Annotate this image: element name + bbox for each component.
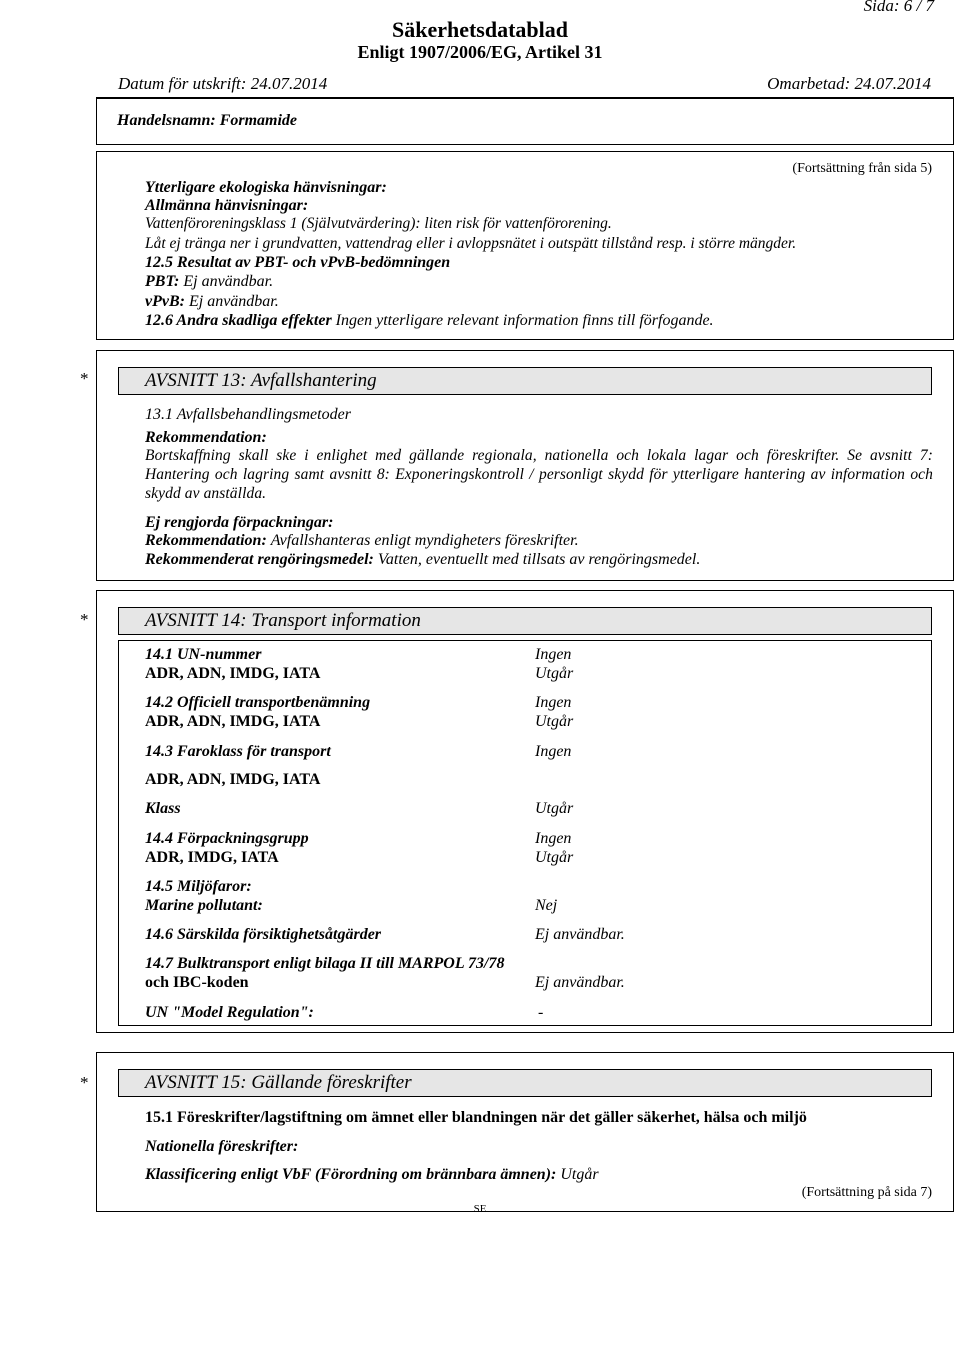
- pack-rec-value: Avfallshanteras enligt myndigheters föreskrifter.: [270, 532, 579, 549]
- transport-row-value: Ingen: [535, 646, 572, 663]
- section13-subheading: 13.1 Avfallsbehandlingsmetoder: [145, 406, 351, 423]
- section15-title-bar: [118, 1069, 932, 1097]
- vbf-label: Klassificering enligt VbF (Förordning om brännbara ämnen):: [145, 1166, 557, 1183]
- transport-row-value: Ej användbar.: [535, 926, 625, 943]
- vbf-value: Utgår: [560, 1166, 599, 1183]
- transport-row-value: Utgår: [535, 800, 574, 817]
- eco-line1: Vattenföroreningsklass 1 (Självutvärdering): liten risk för vattenförorening.: [145, 215, 612, 232]
- transport-row-value: Ingen: [535, 694, 572, 711]
- regulations-heading: 15.1 Föreskrifter/lagstiftning om ämnet eller blandningen när det gäller säkerhet, hälsa och miljö: [145, 1109, 807, 1126]
- continued-from: (Fortsättning från sida 5): [792, 161, 932, 176]
- eco-heading: Ytterligare ekologiska hänvisningar:: [145, 179, 387, 196]
- transport-row-label: 14.5 Miljöfaror:: [145, 878, 252, 895]
- transport-row-label: 14.1 UN-nummer: [145, 646, 262, 663]
- transport-row-label: 14.4 Förpackningsgrupp: [145, 830, 309, 847]
- clean-line: [145, 551, 700, 569]
- transport-row-label: ADR, IMDG, IATA: [145, 849, 279, 866]
- transport-row-value: Utgår: [535, 849, 574, 866]
- national-regulations: Nationella föreskrifter:: [145, 1138, 299, 1155]
- trade-name: Handelsnamn: Formamide: [117, 112, 298, 129]
- section13-title-bar: [118, 367, 932, 395]
- trade-name-box: [96, 97, 954, 145]
- transport-row-value: -: [538, 1004, 544, 1021]
- document-subtitle: Enligt 1907/2006/EG, Artikel 31: [357, 42, 603, 62]
- other-effects-value: Ingen ytterligare relevant information finns till förfogande.: [335, 312, 714, 329]
- transport-row-label: ADR, ADN, IMDG, IATA: [145, 771, 321, 788]
- transport-row-value: Ingen: [535, 743, 572, 760]
- transport-row-value: Utgår: [535, 713, 574, 730]
- pack-rec-label: Rekommendation:: [145, 532, 267, 549]
- section14-title: AVSNITT 14: Transport information: [145, 610, 421, 631]
- pbt-value: Ej användbar.: [183, 273, 274, 290]
- print-date: Datum för utskrift: 24.07.2014: [118, 74, 328, 93]
- transport-row-value: Nej: [535, 897, 558, 914]
- pack-heading: Ej rengjorda förpackningar:: [145, 514, 334, 531]
- transport-row-label: 14.7 Bulktransport enligt bilaga II till MARPOL 73/78: [145, 955, 505, 972]
- continued-to: (Fortsättning på sida 7): [801, 1185, 932, 1200]
- general-heading: Allmänna hänvisningar:: [145, 197, 309, 214]
- transport-row-label: och IBC-koden: [145, 974, 249, 991]
- clean-value: Vatten, eventuellt med tillsats av rengöringsmedel.: [377, 551, 701, 568]
- transport-row-label: 14.3 Faroklass för transport: [145, 743, 331, 760]
- transport-row-label: ADR, ADN, IMDG, IATA: [145, 713, 321, 730]
- vbf-line: [145, 1166, 599, 1184]
- transport-row-value: Utgår: [535, 665, 574, 682]
- transport-row-label: Marine pollutant:: [145, 897, 263, 914]
- transport-row-label: ADR, ADN, IMDG, IATA: [145, 665, 321, 682]
- pbt-label: PBT:: [145, 273, 180, 290]
- section15-title: AVSNITT 15: Gällande föreskrifter: [145, 1072, 412, 1093]
- vpvb-value: Ej användbar.: [188, 293, 279, 310]
- transport-row-label: Klass: [145, 800, 181, 817]
- clean-label: Rekommenderat rengöringsmedel:: [145, 551, 374, 568]
- vpvb-line: [145, 293, 279, 311]
- rec-label: Rekommendation:: [145, 429, 267, 446]
- pack-rec-line: [145, 532, 579, 550]
- pbt-line: [145, 273, 273, 291]
- pbt-heading: 12.5 Resultat av PBT- och vPvB-bedömningen: [145, 254, 451, 271]
- page-number: Sida: 6 / 7: [863, 0, 934, 15]
- other-effects-line: [145, 312, 714, 330]
- transport-row-label: UN "Model Regulation":: [145, 1004, 314, 1021]
- section14-title-bar: [118, 607, 932, 635]
- section13-title: AVSNITT 13: Avfallshantering: [145, 370, 377, 391]
- transport-row-value: Ingen: [535, 830, 572, 847]
- transport-row-label: 14.2 Officiell transportbenämning: [145, 694, 371, 711]
- eco-line2: Låt ej tränga ner i grundvatten, vattendrag eller i avloppsnätet i outspätt tillstånd resp. i större mängder.: [145, 235, 797, 252]
- transport-row-label: 14.6 Särskilda försiktighetsåtgärder: [145, 926, 382, 943]
- section13-change-marker: *: [80, 369, 89, 388]
- rec-text: Bortskaffning skall ske i enlighet med gällande regionala, nationella och lokala lagar och föreskrifter. Se avsnitt 7: Hantering och lagring samt avsnitt 8: Exponeringskontroll / personligt skydd för ytterligare hantering av information och skydd av anställda.: [145, 447, 933, 502]
- section15-change-marker: *: [80, 1073, 89, 1092]
- language-code: SE: [473, 1203, 487, 1215]
- section14-change-marker: *: [80, 610, 89, 629]
- document-title: Säkerhetsdatablad: [391, 17, 569, 42]
- revised-date: Omarbetad: 24.07.2014: [767, 74, 931, 93]
- other-effects-label: 12.6 Andra skadliga effekter: [145, 312, 332, 329]
- vpvb-label: vPvB:: [145, 293, 185, 310]
- transport-row-value: Ej användbar.: [535, 974, 625, 991]
